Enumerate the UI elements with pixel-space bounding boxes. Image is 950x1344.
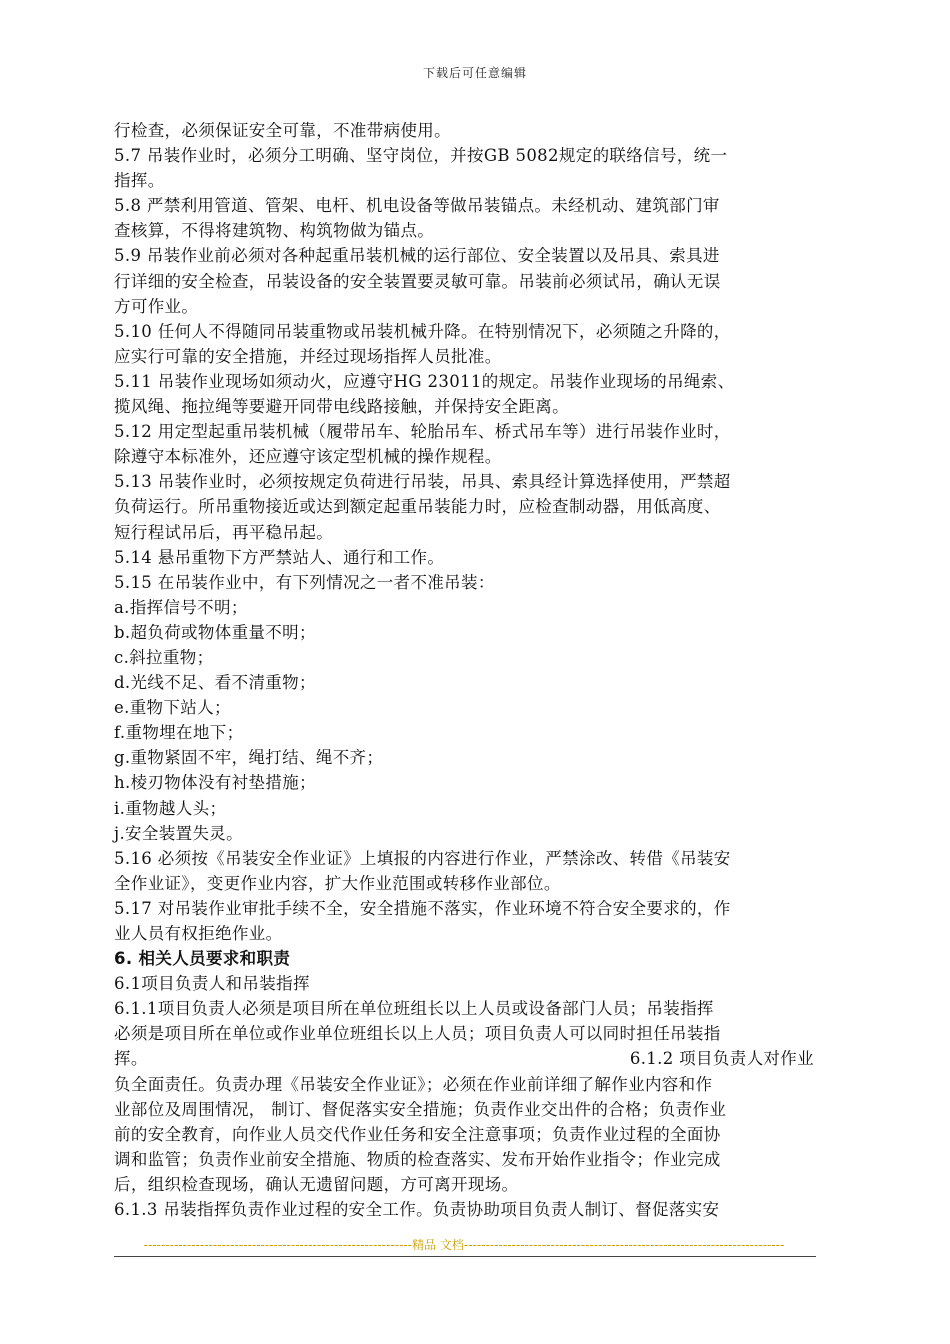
text-line: 6.1.3 吊装指挥负责作业过程的安全工作。负责协助项目负责人制订、督促落实安 — [114, 1200, 720, 1220]
text-line: 5.16 必须按《吊装安全作业证》上填报的内容进行作业，严禁涂改、转借《吊装安 — [114, 848, 731, 868]
list-item: c.斜拉重物； — [114, 647, 214, 667]
text-line: 5.15 在吊装作业中，有下列情况之一者不准吊装： — [114, 572, 495, 592]
text-line: 业部位及周围情况， 制订、督促落实安全措施；负责作业交出件的合格；负责作业 — [114, 1099, 727, 1119]
text-line: 后，组织检查现场，确认无遗留问题，方可离开现场。 — [114, 1174, 519, 1194]
text-line — [114, 1046, 814, 1071]
text-line: 方可作业。 — [114, 296, 199, 316]
text-line: 查核算，不得将建筑物、构筑物做为锚点。 — [114, 221, 435, 241]
header-note: 下载后可任意编辑 — [422, 66, 527, 80]
section-heading: 6. 相关人员要求和职责 — [114, 949, 291, 969]
list-item: g.重物紧固不牢，绳打结、绳不齐； — [114, 748, 384, 768]
text-line: 5.8 严禁利用管道、管架、电杆、机电设备等做吊装锚点。未经机动、建筑部门审 — [114, 196, 720, 216]
text-line: 全作业证》，变更作业内容，扩大作业范围或转移作业部位。 — [114, 873, 561, 893]
list-item: i.重物越人头； — [114, 798, 227, 818]
text-line: 5.10 任何人不得随同吊装重物或吊装机械升降。在特别情况下，必须随之升降的， — [114, 321, 731, 341]
list-item: a.指挥信号不明； — [114, 597, 248, 617]
list-item: h.棱刃物体没有衬垫措施； — [114, 773, 316, 793]
list-item: j.安全装置失灵。 — [114, 823, 244, 843]
text-line: 行详细的安全检查，吊装设备的安全装置要灵敏可靠。吊装前必须试吊，确认无误 — [114, 271, 721, 291]
subsection-heading: 6.1项目负责人和吊装指挥 — [114, 974, 310, 994]
text-line: 必须是项目所在单位或作业单位班组长以上人员；项目负责人可以同时担任吊装指 — [114, 1024, 721, 1044]
text-line: 6.1.1项目负责人必须是项目所在单位班组长以上人员或设备部门人员；吊装指挥 — [114, 999, 714, 1019]
text-line: 5.13 吊装作业时，必须按规定负荷进行吊装，吊具、索具经计算选择使用，严禁超 — [114, 472, 731, 492]
text-line: 负荷运行。所吊重物接近或达到额定起重吊装能力时，应检查制动器，用低高度、 — [114, 497, 721, 517]
text-line: 5.11 吊装作业现场如须动火，应遵守HG 23011的规定。吊装作业现场的吊绳索、 — [114, 371, 735, 391]
text-line: 指挥。 — [114, 171, 165, 191]
list-item: e.重物下站人； — [114, 698, 231, 718]
text-line: 调和监管；负责作业前安全措施、物质的检查落实、发布开始作业指令；作业完成 — [114, 1149, 721, 1169]
text-fragment: 6.1.2 项目负责人对作业 — [629, 1049, 814, 1069]
footer-divider — [114, 1256, 816, 1257]
list-item: d.光线不足、看不清重物； — [114, 673, 316, 693]
text-line: 负全面责任。负责办理《吊装安全作业证》；必须在作业前详细了解作业内容和作 — [114, 1074, 713, 1094]
text-line: 业人员有权拒绝作业。 — [114, 924, 283, 943]
footer-label: --------------------------------------------------------------精品 文档-------------------------------------------------------------------------- — [143, 1238, 785, 1252]
list-item: b.超负荷或物体重量不明； — [114, 622, 316, 642]
text-line: 5.12 用定型起重吊装机械（履带吊车、轮胎吊车、桥式吊车等）进行吊装作业时， — [114, 422, 731, 442]
text-line: 除遵守本标准外，还应遵守该定型机械的操作规程。 — [114, 447, 502, 467]
text-line: 5.7 吊装作业时，必须分工明确、坚守岗位，并按GB 5082规定的联络信号，统一 — [114, 146, 728, 166]
text-line: 揽风绳、拖拉绳等要避开同带电线路接触，并保持安全距离。 — [114, 397, 569, 417]
text-line: 短行程试吊后，再平稳吊起。 — [114, 522, 334, 542]
text-line: 5.14 悬吊重物下方严禁站人、通行和工作。 — [114, 547, 445, 567]
document-body — [114, 118, 814, 1222]
list-item: f.重物埋在地下； — [114, 723, 244, 743]
text-line: 5.9 吊装作业前必须对各种起重吊装机械的运行部位、安全装置以及吊具、索具进 — [114, 246, 720, 266]
text-line: 行检查，必须保证安全可靠，不准带病使用。 — [114, 121, 451, 140]
text-line: 5.17 对吊装作业审批手续不全，安全措施不落实，作业环境不符合安全要求的，作 — [114, 898, 731, 918]
text-fragment: 挥。 — [114, 1049, 148, 1069]
text-line: 应实行可靠的安全措施，并经过现场指挥人员批准。 — [114, 346, 502, 366]
text-line: 前的安全教育，向作业人员交代作业任务和安全注意事项；负责作业过程的全面协 — [114, 1124, 721, 1144]
